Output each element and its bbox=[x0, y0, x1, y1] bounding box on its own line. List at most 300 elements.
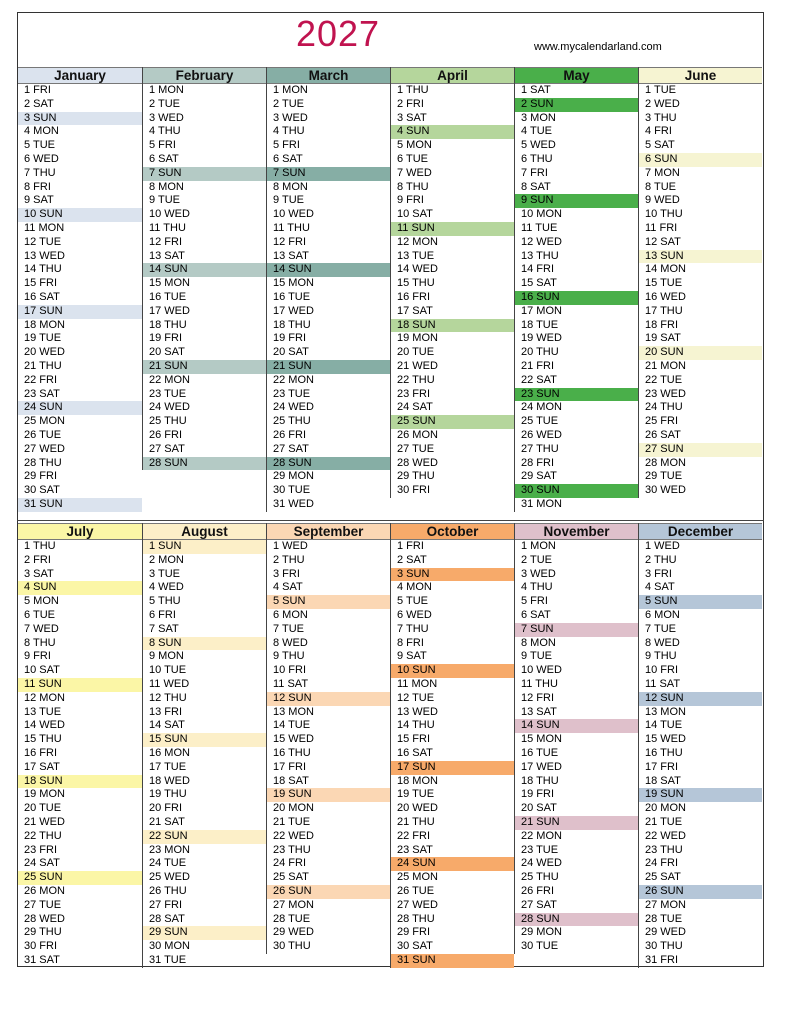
day-row: 18 THU bbox=[521, 774, 559, 787]
day-row: 3 SUN bbox=[18, 112, 142, 126]
day-row: 24 WED bbox=[273, 401, 314, 414]
day-row: 21 SUN bbox=[267, 360, 390, 374]
month-july bbox=[18, 523, 142, 968]
day-row: 28 SUN bbox=[143, 457, 266, 471]
day-row: 13 WED bbox=[397, 705, 438, 718]
day-row: 7 SUN bbox=[143, 167, 266, 181]
day-row: 27 WED bbox=[397, 898, 438, 911]
month-header: September bbox=[267, 523, 390, 540]
day-row: 30 THU bbox=[645, 940, 683, 953]
month-november bbox=[514, 523, 638, 954]
day-row: 26 TUE bbox=[397, 884, 435, 897]
day-row: 16 THU bbox=[273, 746, 311, 759]
day-row: 30 MON bbox=[149, 940, 190, 953]
day-row: 18 TUE bbox=[521, 318, 559, 331]
day-row: 5 WED bbox=[521, 139, 556, 152]
day-row: 6 WED bbox=[397, 608, 432, 621]
day-row: 6 SAT bbox=[521, 608, 551, 621]
day-row: 4 SUN bbox=[18, 581, 142, 595]
day-row: 23 WED bbox=[645, 387, 686, 400]
day-row: 12 MON bbox=[24, 691, 65, 704]
day-row: 21 THU bbox=[24, 359, 62, 372]
day-row: 23 THU bbox=[645, 843, 683, 856]
month-june bbox=[638, 67, 762, 498]
day-row: 13 SAT bbox=[521, 705, 557, 718]
day-row: 16 TUE bbox=[149, 290, 187, 303]
day-row: 23 TUE bbox=[273, 387, 311, 400]
day-row: 9 WED bbox=[645, 194, 680, 207]
day-row: 30 SAT bbox=[24, 484, 60, 497]
month-header: July bbox=[18, 523, 142, 540]
day-row: 26 WED bbox=[521, 428, 562, 441]
day-row: 8 THU bbox=[24, 636, 56, 649]
day-row: 15 SUN bbox=[143, 733, 266, 747]
day-row: 28 TUE bbox=[645, 912, 683, 925]
day-row: 9 SAT bbox=[397, 650, 427, 663]
day-row: 10 SAT bbox=[24, 664, 60, 677]
day-row: 8 FRI bbox=[24, 180, 51, 193]
day-row: 30 SAT bbox=[397, 940, 433, 953]
day-row: 22 SUN bbox=[143, 830, 266, 844]
day-row: 22 THU bbox=[24, 829, 62, 842]
day-row: 3 TUE bbox=[149, 567, 180, 580]
day-row: 26 SUN bbox=[639, 885, 762, 899]
day-row: 12 SAT bbox=[645, 235, 681, 248]
day-row: 17 TUE bbox=[149, 760, 187, 773]
day-row: 9 SUN bbox=[515, 194, 638, 208]
day-row: 2 SUN bbox=[515, 98, 638, 112]
day-row: 17 SAT bbox=[24, 760, 60, 773]
day-row: 28 FRI bbox=[521, 456, 555, 469]
day-row: 24 FRI bbox=[273, 857, 307, 870]
day-row: 4 MON bbox=[397, 581, 432, 594]
day-row: 22 THU bbox=[397, 373, 435, 386]
day-row: 20 FRI bbox=[149, 802, 183, 815]
day-row: 4 THU bbox=[149, 125, 181, 138]
day-row: 17 SUN bbox=[18, 305, 142, 319]
day-row: 7 SUN bbox=[267, 167, 390, 181]
site-url: www.mycalendarland.com bbox=[534, 41, 662, 53]
day-row: 11 MON bbox=[24, 221, 65, 234]
month-august bbox=[142, 523, 266, 968]
day-row: 14 SAT bbox=[149, 719, 185, 732]
day-row: 30 THU bbox=[273, 940, 311, 953]
day-row: 16 SAT bbox=[24, 290, 60, 303]
day-row: 4 THU bbox=[521, 581, 553, 594]
day-row: 23 MON bbox=[149, 843, 190, 856]
day-row: 1 THU bbox=[397, 84, 429, 96]
day-row: 4 TUE bbox=[521, 125, 552, 138]
day-row: 12 TUE bbox=[24, 235, 62, 248]
day-row: 6 MON bbox=[273, 608, 308, 621]
day-row: 31 MON bbox=[521, 497, 562, 510]
day-row: 15 FRI bbox=[24, 277, 58, 290]
day-row: 6 WED bbox=[24, 152, 59, 165]
day-row: 29 THU bbox=[397, 470, 435, 483]
day-row: 1 MON bbox=[273, 84, 308, 96]
day-row: 25 MON bbox=[24, 415, 65, 428]
day-row: 8 WED bbox=[645, 636, 680, 649]
day-row: 25 SAT bbox=[645, 871, 681, 884]
day-row: 17 SUN bbox=[391, 761, 514, 775]
day-row: 27 SAT bbox=[149, 442, 185, 455]
day-row: 19 MON bbox=[24, 788, 65, 801]
day-row: 8 MON bbox=[521, 636, 556, 649]
day-row: 20 SAT bbox=[273, 346, 309, 359]
day-row: 2 THU bbox=[273, 553, 305, 566]
day-row: 11 SUN bbox=[18, 678, 142, 692]
day-row: 20 SAT bbox=[521, 802, 557, 815]
day-row: 30 FRI bbox=[24, 940, 58, 953]
day-row: 26 TUE bbox=[24, 428, 62, 441]
day-row: 1 MON bbox=[521, 540, 556, 552]
day-row: 29 FRI bbox=[24, 470, 58, 483]
day-row: 28 MON bbox=[645, 456, 686, 469]
day-row: 13 SUN bbox=[639, 250, 762, 264]
day-row: 16 TUE bbox=[273, 290, 311, 303]
day-row: 20 MON bbox=[273, 802, 314, 815]
day-row: 25 FRI bbox=[645, 415, 679, 428]
day-row: 1 SUN bbox=[143, 540, 266, 554]
day-row: 27 MON bbox=[273, 898, 314, 911]
day-row: 9 TUE bbox=[521, 650, 552, 663]
day-row: 31 WED bbox=[273, 497, 314, 510]
day-row: 13 MON bbox=[273, 705, 314, 718]
day-row: 17 SAT bbox=[397, 304, 433, 317]
day-row: 24 WED bbox=[149, 401, 190, 414]
month-september bbox=[266, 523, 390, 954]
day-row: 14 TUE bbox=[273, 719, 311, 732]
day-row: 20 THU bbox=[521, 346, 559, 359]
day-row: 21 FRI bbox=[521, 359, 555, 372]
day-row: 7 FRI bbox=[521, 166, 548, 179]
day-row: 3 THU bbox=[645, 111, 677, 124]
day-row: 11 SAT bbox=[273, 677, 309, 690]
day-row: 7 THU bbox=[24, 166, 56, 179]
day-row: 12 WED bbox=[521, 235, 562, 248]
day-row: 3 WED bbox=[521, 567, 556, 580]
day-row: 9 FRI bbox=[24, 650, 51, 663]
day-row: 23 FRI bbox=[24, 843, 58, 856]
day-row: 15 FRI bbox=[397, 733, 431, 746]
day-row: 19 WED bbox=[521, 332, 562, 345]
day-row: 2 TUE bbox=[521, 553, 552, 566]
day-row: 16 MON bbox=[149, 746, 190, 759]
day-row: 8 FRI bbox=[397, 636, 424, 649]
day-row: 14 SUN bbox=[143, 263, 266, 277]
month-header: February bbox=[143, 67, 266, 84]
day-row: 20 SUN bbox=[639, 346, 762, 360]
day-row: 5 SAT bbox=[645, 139, 675, 152]
day-row: 23 FRI bbox=[397, 387, 431, 400]
day-row: 12 FRI bbox=[521, 691, 555, 704]
day-row: 28 WED bbox=[397, 456, 438, 469]
day-row: 9 TUE bbox=[149, 194, 180, 207]
day-row: 2 SAT bbox=[24, 97, 54, 110]
day-row: 20 SAT bbox=[149, 346, 185, 359]
day-row: 14 FRI bbox=[521, 263, 555, 276]
day-row: 10 MON bbox=[521, 208, 562, 221]
day-row: 20 TUE bbox=[24, 802, 62, 815]
day-row: 17 FRI bbox=[645, 760, 679, 773]
day-row: 27 THU bbox=[521, 442, 559, 455]
half-divider bbox=[17, 520, 764, 521]
day-row: 30 FRI bbox=[397, 484, 431, 497]
day-row: 5 FRI bbox=[273, 139, 300, 152]
day-row: 25 THU bbox=[273, 415, 311, 428]
day-row: 14 WED bbox=[24, 719, 65, 732]
day-row: 2 FRI bbox=[24, 553, 51, 566]
day-row: 11 THU bbox=[521, 677, 558, 690]
day-row: 1 MON bbox=[149, 84, 184, 96]
day-row: 18 SUN bbox=[18, 775, 142, 789]
day-row: 28 TUE bbox=[273, 912, 311, 925]
day-row: 8 SUN bbox=[143, 637, 266, 651]
day-row: 12 FRI bbox=[273, 235, 307, 248]
day-row: 19 FRI bbox=[273, 332, 307, 345]
day-row: 7 TUE bbox=[645, 622, 676, 635]
day-row: 23 TUE bbox=[149, 387, 187, 400]
day-row: 19 TUE bbox=[24, 332, 62, 345]
day-row: 12 TUE bbox=[397, 691, 435, 704]
day-row: 7 SAT bbox=[149, 622, 179, 635]
day-row: 29 SAT bbox=[521, 470, 557, 483]
day-row: 24 SUN bbox=[391, 857, 514, 871]
day-row: 4 SAT bbox=[273, 581, 303, 594]
day-row: 5 FRI bbox=[521, 595, 548, 608]
day-row: 17 WED bbox=[521, 760, 562, 773]
day-row: 21 THU bbox=[397, 815, 435, 828]
day-row: 13 SAT bbox=[273, 249, 309, 262]
day-row: 6 SUN bbox=[639, 153, 762, 167]
day-row: 6 SAT bbox=[149, 152, 179, 165]
day-row: 24 MON bbox=[521, 401, 562, 414]
day-row: 31 SUN bbox=[391, 954, 514, 968]
day-row: 11 SAT bbox=[645, 677, 681, 690]
day-row: 24 THU bbox=[645, 401, 683, 414]
day-row: 24 SAT bbox=[397, 401, 433, 414]
day-row: 22 FRI bbox=[397, 829, 431, 842]
day-row: 20 WED bbox=[397, 802, 438, 815]
day-row: 19 SUN bbox=[639, 788, 762, 802]
day-row: 19 MON bbox=[397, 332, 438, 345]
day-row: 21 TUE bbox=[645, 815, 683, 828]
day-row: 27 WED bbox=[24, 442, 65, 455]
day-row: 12 SUN bbox=[639, 692, 762, 706]
month-january bbox=[18, 67, 142, 512]
day-row: 7 SUN bbox=[515, 623, 638, 637]
day-row: 9 THU bbox=[645, 650, 677, 663]
day-row: 17 WED bbox=[273, 304, 314, 317]
month-header: May bbox=[515, 67, 638, 84]
day-row: 7 THU bbox=[397, 622, 429, 635]
day-row: 13 MON bbox=[645, 705, 686, 718]
day-row: 26 FRI bbox=[149, 428, 183, 441]
day-row: 15 TUE bbox=[645, 277, 683, 290]
day-row: 8 MON bbox=[273, 180, 308, 193]
day-row: 11 FRI bbox=[645, 221, 678, 234]
day-row: 26 THU bbox=[149, 884, 187, 897]
day-row: 27 TUE bbox=[397, 442, 435, 455]
day-row: 27 SAT bbox=[273, 442, 309, 455]
day-row: 30 WED bbox=[645, 484, 686, 497]
day-row: 1 TUE bbox=[645, 84, 676, 96]
day-row: 20 WED bbox=[24, 346, 65, 359]
day-row: 24 SAT bbox=[24, 857, 60, 870]
day-row: 1 SAT bbox=[521, 84, 551, 96]
day-row: 15 MON bbox=[149, 277, 190, 290]
day-row: 23 SUN bbox=[515, 388, 638, 402]
day-row: 31 SAT bbox=[24, 953, 60, 966]
day-row: 16 THU bbox=[645, 746, 683, 759]
day-row: 7 TUE bbox=[273, 622, 304, 635]
day-row: 25 SUN bbox=[18, 871, 142, 885]
day-row: 9 TUE bbox=[273, 194, 304, 207]
day-row: 22 FRI bbox=[24, 373, 58, 386]
day-row: 3 SAT bbox=[397, 111, 427, 124]
day-row: 14 THU bbox=[24, 263, 62, 276]
day-row: 15 WED bbox=[273, 733, 314, 746]
day-row: 8 MON bbox=[149, 180, 184, 193]
day-row: 4 FRI bbox=[645, 125, 672, 138]
day-row: 11 TUE bbox=[521, 221, 558, 234]
day-row: 3 FRI bbox=[273, 567, 300, 580]
day-row: 30 SUN bbox=[515, 484, 638, 498]
day-row: 29 FRI bbox=[397, 926, 431, 939]
day-row: 24 TUE bbox=[149, 857, 187, 870]
day-row: 18 WED bbox=[149, 774, 190, 787]
day-row: 21 SUN bbox=[143, 360, 266, 374]
day-row: 10 SUN bbox=[391, 664, 514, 678]
day-row: 8 SAT bbox=[521, 180, 551, 193]
day-row: 13 TUE bbox=[24, 705, 62, 718]
day-row: 17 MON bbox=[521, 304, 562, 317]
day-row: 3 SUN bbox=[391, 568, 514, 582]
year-title: 2027 bbox=[295, 13, 381, 54]
day-row: 23 SAT bbox=[24, 387, 60, 400]
day-row: 11 THU bbox=[273, 221, 310, 234]
day-row: 5 SUN bbox=[267, 595, 390, 609]
day-row: 11 THU bbox=[149, 221, 186, 234]
day-row: 10 WED bbox=[273, 208, 314, 221]
day-row: 5 TUE bbox=[397, 595, 428, 608]
day-row: 12 THU bbox=[149, 691, 187, 704]
day-row: 17 FRI bbox=[273, 760, 307, 773]
day-row: 8 WED bbox=[273, 636, 308, 649]
day-row: 26 SAT bbox=[645, 428, 681, 441]
day-row: 24 SUN bbox=[18, 401, 142, 415]
day-row: 3 SAT bbox=[24, 567, 54, 580]
day-row: 31 TUE bbox=[149, 953, 187, 966]
day-row: 1 FRI bbox=[397, 540, 424, 552]
day-row: 28 SUN bbox=[515, 913, 638, 927]
month-february bbox=[142, 67, 266, 470]
day-row: 8 THU bbox=[397, 180, 429, 193]
day-row: 15 SAT bbox=[521, 277, 557, 290]
day-row: 4 MON bbox=[24, 125, 59, 138]
day-row: 14 SUN bbox=[267, 263, 390, 277]
day-row: 19 FRI bbox=[149, 332, 183, 345]
day-row: 18 SAT bbox=[273, 774, 309, 787]
day-row: 19 TUE bbox=[397, 788, 435, 801]
day-row: 25 SAT bbox=[273, 871, 309, 884]
day-row: 16 WED bbox=[645, 290, 686, 303]
day-row: 15 MON bbox=[521, 733, 562, 746]
day-row: 20 MON bbox=[645, 802, 686, 815]
day-row: 21 TUE bbox=[273, 815, 311, 828]
day-row: 29 THU bbox=[24, 926, 62, 939]
day-row: 30 TUE bbox=[273, 484, 311, 497]
day-row: 10 THU bbox=[645, 208, 683, 221]
day-row: 10 TUE bbox=[149, 664, 187, 677]
day-row: 10 WED bbox=[149, 208, 190, 221]
day-row: 13 THU bbox=[521, 249, 559, 262]
day-row: 12 SUN bbox=[267, 692, 390, 706]
day-row: 4 THU bbox=[273, 125, 305, 138]
day-row: 10 SUN bbox=[18, 208, 142, 222]
day-row: 9 FRI bbox=[397, 194, 424, 207]
day-row: 6 SAT bbox=[273, 152, 303, 165]
day-row: 25 MON bbox=[397, 871, 438, 884]
day-row: 15 THU bbox=[397, 277, 435, 290]
month-december bbox=[638, 523, 762, 968]
day-row: 22 MON bbox=[149, 373, 190, 386]
month-header: June bbox=[639, 67, 762, 84]
day-row: 29 WED bbox=[273, 926, 314, 939]
day-row: 19 THU bbox=[149, 788, 187, 801]
day-row: 29 WED bbox=[645, 926, 686, 939]
day-row: 28 THU bbox=[397, 912, 435, 925]
day-row: 28 SUN bbox=[267, 457, 390, 471]
day-row: 21 WED bbox=[397, 359, 438, 372]
month-header: August bbox=[143, 523, 266, 540]
day-row: 6 FRI bbox=[149, 608, 176, 621]
day-row: 7 WED bbox=[24, 622, 59, 635]
day-row: 26 FRI bbox=[521, 884, 555, 897]
day-row: 25 WED bbox=[149, 871, 190, 884]
day-row: 17 THU bbox=[645, 304, 683, 317]
day-row: 23 THU bbox=[273, 843, 311, 856]
day-row: 3 WED bbox=[273, 111, 308, 124]
day-row: 22 SAT bbox=[521, 373, 557, 386]
day-row: 16 SAT bbox=[397, 746, 433, 759]
day-row: 2 MON bbox=[149, 553, 184, 566]
day-row: 14 MON bbox=[645, 263, 686, 276]
month-may bbox=[514, 67, 638, 512]
day-row: 29 SUN bbox=[143, 926, 266, 940]
day-row: 28 WED bbox=[24, 912, 65, 925]
day-row: 10 FRI bbox=[645, 664, 679, 677]
month-header: October bbox=[391, 523, 514, 540]
day-row: 14 THU bbox=[397, 719, 435, 732]
day-row: 3 FRI bbox=[645, 567, 672, 580]
day-row: 14 SUN bbox=[515, 719, 638, 733]
day-row: 14 WED bbox=[397, 263, 438, 276]
day-row: 21 SUN bbox=[515, 816, 638, 830]
day-row: 25 THU bbox=[521, 871, 559, 884]
day-row: 2 FRI bbox=[397, 97, 424, 110]
day-row: 6 TUE bbox=[397, 152, 428, 165]
day-row: 4 WED bbox=[149, 581, 184, 594]
month-header: April bbox=[391, 67, 514, 84]
day-row: 5 MON bbox=[397, 139, 432, 152]
day-row: 22 TUE bbox=[645, 373, 683, 386]
day-row: 5 THU bbox=[149, 595, 181, 608]
day-row: 17 WED bbox=[149, 304, 190, 317]
day-row: 26 MON bbox=[24, 884, 65, 897]
day-row: 20 TUE bbox=[397, 346, 435, 359]
day-row: 5 SUN bbox=[639, 595, 762, 609]
